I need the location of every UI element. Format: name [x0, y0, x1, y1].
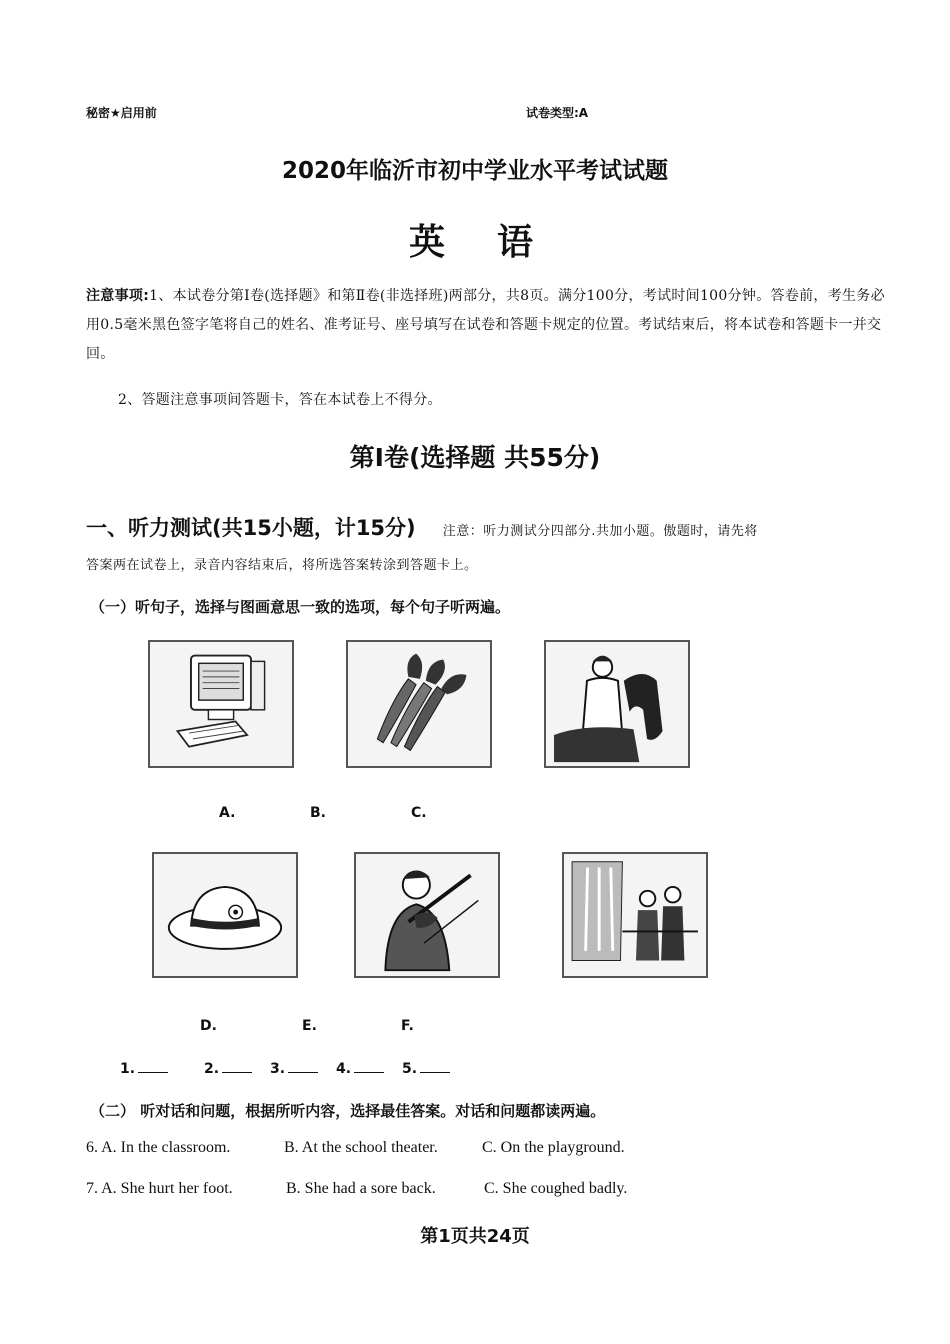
sub1-heading: （一）听句子，选择与图画意思一致的选项，每个句子听两遍。 — [90, 598, 511, 616]
label-f: F. — [401, 1018, 414, 1034]
q7-option-a: 7. A. She hurt her foot. — [86, 1180, 233, 1197]
section1-note: 注意：听力测试分四部分.共加小题。傲题时，请先将 — [442, 524, 758, 539]
sub2-heading: （二） 听对话和问题，根据所听内容，选择最佳答案。对话和问题都读两遍。 — [90, 1102, 606, 1120]
part1-heading: 第Ⅰ卷(选择题 共55分) — [349, 443, 601, 472]
label-d: D. — [200, 1018, 217, 1034]
notice-item-1 — [86, 282, 886, 369]
notice-label: 注意事项: — [86, 288, 150, 304]
notice-item-2: 2、答题注意事项间答题卡，答在本试卷上不得分。 — [118, 392, 442, 408]
answer-blank-3[interactable] — [270, 1060, 318, 1077]
label-c: C. — [411, 805, 427, 821]
horse-rider-icon — [546, 642, 688, 766]
section1-score: (共15小题，计15分) — [212, 516, 416, 540]
answer-blank-2[interactable] — [204, 1060, 252, 1077]
label-e: E. — [302, 1018, 317, 1034]
paper-type: 试卷类型:A — [526, 106, 589, 120]
notice-text-1: 1、本试卷分第Ⅰ卷(选择题》和第Ⅱ卷(非选择班)两部分，共8页。满分100分，考试时间100分钟。答卷前，考生务必用0.5毫米黑色签字笔将自己的姓名、准考证号、座号填写在试卷和答题卡规定的位置。考试结束后，将本试卷和答题卡一并交回。 — [86, 288, 885, 362]
answer-blank-4[interactable] — [336, 1060, 384, 1077]
q7-option-c: C. She coughed badly. — [484, 1180, 628, 1197]
blank-number: 3. — [270, 1061, 286, 1077]
exam-title: 2020年临沂市初中学业水平考试试题 — [281, 158, 668, 184]
section1-title: 一、听力测试 — [86, 516, 212, 540]
blank-number: 5. — [402, 1061, 418, 1077]
picture-f — [562, 852, 708, 978]
picture-c — [544, 640, 690, 768]
page-footer: 第1页共24页 — [420, 1226, 530, 1247]
section1-heading — [86, 512, 886, 542]
subject-title: 英 语 — [408, 222, 541, 263]
label-a: A. — [219, 805, 236, 821]
violin-player-icon — [356, 854, 498, 976]
section1-note-cont: 答案两在试卷上，录音内容结束后，将所选答案转涂到答题卡上。 — [86, 558, 478, 573]
label-b: B. — [310, 805, 326, 821]
q6-option-b: B. At the school theater. — [284, 1139, 438, 1156]
carrots-icon — [348, 642, 490, 766]
picture-b — [346, 640, 492, 768]
blank-number: 1. — [120, 1061, 136, 1077]
answer-blank-1[interactable] — [120, 1060, 168, 1077]
hat-icon — [154, 854, 296, 976]
waterfall-people-icon — [564, 854, 706, 976]
q7-option-b: B. She had a sore back. — [286, 1180, 436, 1197]
picture-e — [354, 852, 500, 978]
q6-option-c: C. On the playground. — [482, 1139, 625, 1156]
q6-option-a: 6. A. In the classroom. — [86, 1139, 231, 1156]
picture-d — [152, 852, 298, 978]
blank-number: 4. — [336, 1061, 352, 1077]
computer-icon — [150, 642, 292, 766]
blank-number: 2. — [204, 1061, 220, 1077]
answer-blank-5[interactable] — [402, 1060, 450, 1077]
picture-a — [148, 640, 294, 768]
confidential-mark: 秘密★启用前 — [86, 106, 157, 120]
